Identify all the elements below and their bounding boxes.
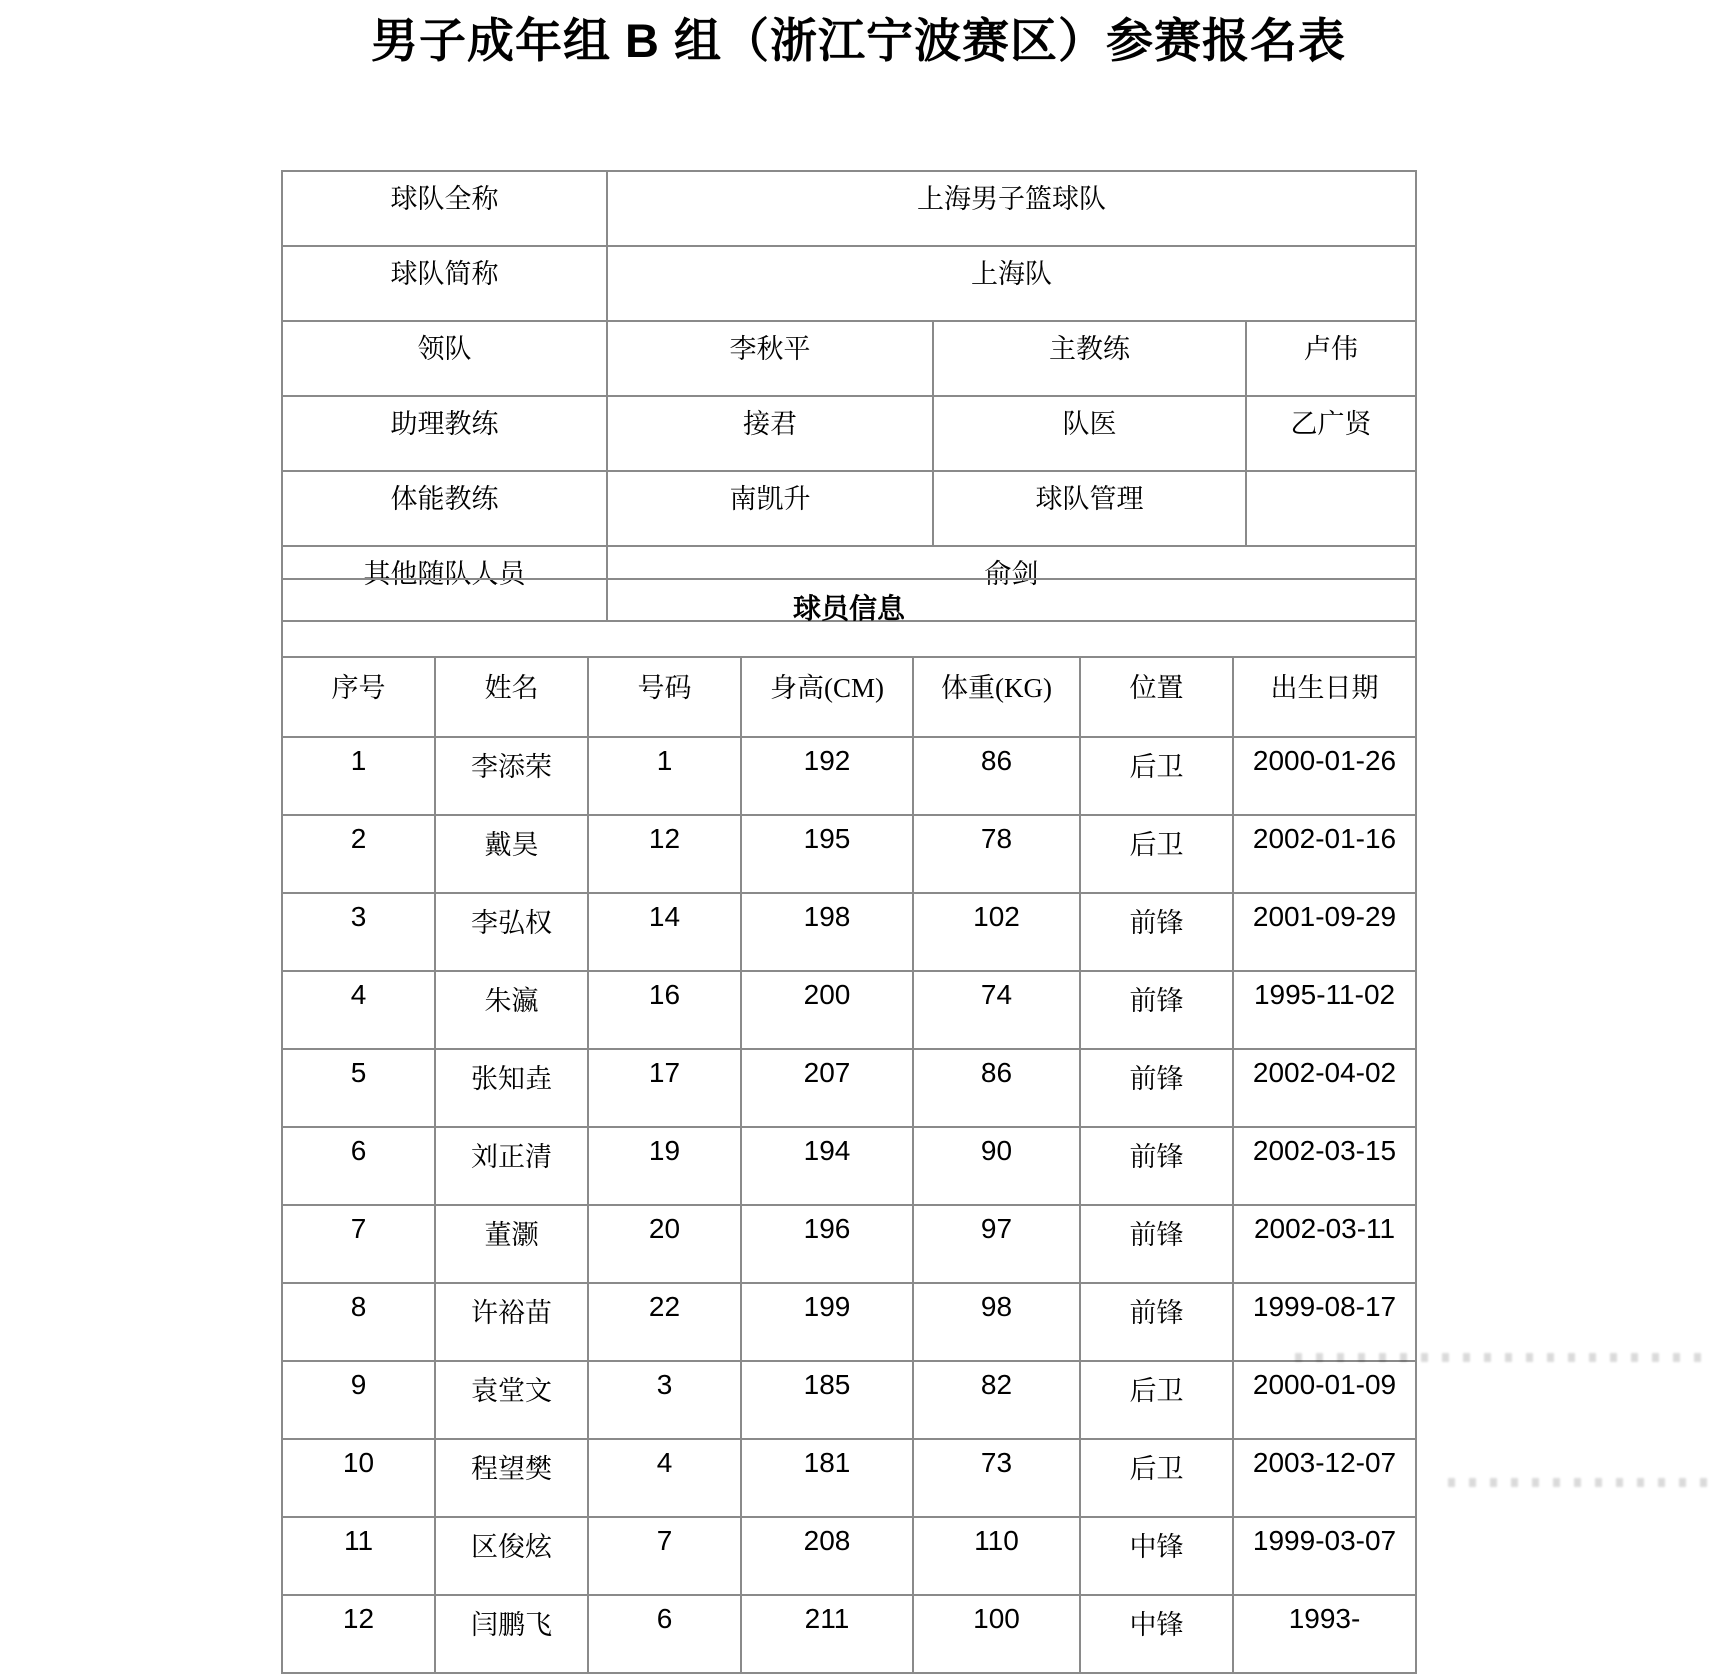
- player-index-cell: 7: [282, 1205, 435, 1283]
- player-weight-cell: 100: [913, 1595, 1080, 1673]
- player-height-cell: 195: [741, 815, 913, 893]
- player-index-cell: 3: [282, 893, 435, 971]
- player-row: [282, 971, 1416, 1049]
- player-position-cell: 后卫: [1080, 1439, 1233, 1517]
- player-height-cell: 207: [741, 1049, 913, 1127]
- player-row-clipped: [282, 1595, 1416, 1673]
- player-position-cell: 中锋: [1080, 1595, 1233, 1673]
- player-name-cell: 程望樊: [435, 1439, 588, 1517]
- leader-coach-row: [282, 321, 1416, 396]
- col-header-height: 身高(CM): [741, 657, 913, 737]
- player-birthdate-cell: 1995-11-02: [1233, 971, 1416, 1049]
- player-birthdate-cell: 2003-12-07: [1233, 1439, 1416, 1517]
- player-number-cell: 14: [588, 893, 741, 971]
- player-position-cell: 前锋: [1080, 1205, 1233, 1283]
- player-height-cell: 200: [741, 971, 913, 1049]
- other-staff-value: 俞剑: [607, 546, 1416, 621]
- player-weight-cell: 90: [913, 1127, 1080, 1205]
- player-index-cell: 8: [282, 1283, 435, 1361]
- player-index-cell: 2: [282, 815, 435, 893]
- player-name-cell: 戴昊: [435, 815, 588, 893]
- player-index-cell: 6: [282, 1127, 435, 1205]
- col-header-weight: 体重(KG): [913, 657, 1080, 737]
- player-position-cell: 前锋: [1080, 1049, 1233, 1127]
- player-position-cell: 前锋: [1080, 971, 1233, 1049]
- player-height-cell: 208: [741, 1517, 913, 1595]
- player-weight-cell: 86: [913, 737, 1080, 815]
- player-name-cell: 刘正清: [435, 1127, 588, 1205]
- player-height-cell: 192: [741, 737, 913, 815]
- player-row: [282, 1049, 1416, 1127]
- head-coach-label: 主教练: [933, 321, 1246, 396]
- col-header-number: 号码: [588, 657, 741, 737]
- player-weight-cell: 74: [913, 971, 1080, 1049]
- col-header-birthdate: 出生日期: [1233, 657, 1416, 737]
- player-row: [282, 1517, 1416, 1595]
- player-birthdate-cell: 2002-03-15: [1233, 1127, 1416, 1205]
- player-height-cell: 211: [741, 1595, 913, 1673]
- player-number-cell: 7: [588, 1517, 741, 1595]
- team-shortname-label: 球队简称: [282, 246, 607, 321]
- player-height-cell: 185: [741, 1361, 913, 1439]
- player-index-cell: 9: [282, 1361, 435, 1439]
- player-weight-cell: 97: [913, 1205, 1080, 1283]
- player-number-cell: 4: [588, 1439, 741, 1517]
- player-index-cell: 12: [282, 1595, 435, 1673]
- page-title: 男子成年组 B 组（浙江宁波赛区）参赛报名表: [370, 14, 1347, 67]
- player-name-cell: 李弘权: [435, 893, 588, 971]
- team-fullname-row: [282, 171, 1416, 246]
- player-birthdate-cell: 2001-09-29: [1233, 893, 1416, 971]
- team-doctor-label: 队医: [933, 396, 1246, 471]
- players-header-row: [282, 657, 1416, 737]
- assistant-coach-label: 助理教练: [282, 396, 607, 471]
- fitness-coach-label: 体能教练: [282, 471, 607, 546]
- team-fullname-label: 球队全称: [282, 171, 607, 246]
- team-fullname-value: 上海男子篮球队: [607, 171, 1416, 246]
- team-shortname-value: 上海队: [607, 246, 1416, 321]
- player-height-cell: 181: [741, 1439, 913, 1517]
- player-name-cell: 闫鹏飞: [435, 1595, 588, 1673]
- player-weight-cell: 78: [913, 815, 1080, 893]
- player-row: [282, 1127, 1416, 1205]
- player-number-cell: 22: [588, 1283, 741, 1361]
- players-section-title-row: [282, 579, 1416, 657]
- player-height-cell: 196: [741, 1205, 913, 1283]
- players-section-title: 球员信息: [282, 579, 1416, 657]
- scan-artifact: [1295, 1353, 1710, 1362]
- player-weight-cell: 98: [913, 1283, 1080, 1361]
- player-index-cell: 11: [282, 1517, 435, 1595]
- team-manager-label: 球队管理: [933, 471, 1246, 546]
- head-coach-value: 卢伟: [1246, 321, 1416, 396]
- col-header-name: 姓名: [435, 657, 588, 737]
- team-info-table: [281, 170, 1417, 622]
- player-birthdate-cell: 2000-01-09: [1233, 1361, 1416, 1439]
- player-name-cell: 朱瀛: [435, 971, 588, 1049]
- player-row: [282, 1205, 1416, 1283]
- player-position-cell: 后卫: [1080, 737, 1233, 815]
- player-birthdate-cell: 1999-03-07: [1233, 1517, 1416, 1595]
- player-name-cell: 区俊炫: [435, 1517, 588, 1595]
- player-number-cell: 16: [588, 971, 741, 1049]
- fitness-coach-value: 南凯升: [607, 471, 933, 546]
- player-name-cell: 李添荣: [435, 737, 588, 815]
- player-row: [282, 737, 1416, 815]
- player-row: [282, 1439, 1416, 1517]
- assistant-doctor-row: [282, 396, 1416, 471]
- player-position-cell: 后卫: [1080, 815, 1233, 893]
- fitness-manager-row: [282, 471, 1416, 546]
- player-birthdate-cell: 1993-: [1233, 1595, 1416, 1673]
- player-position-cell: 前锋: [1080, 893, 1233, 971]
- player-weight-cell: 110: [913, 1517, 1080, 1595]
- player-name-cell: 袁堂文: [435, 1361, 588, 1439]
- leader-value: 李秋平: [607, 321, 933, 396]
- player-weight-cell: 82: [913, 1361, 1080, 1439]
- player-position-cell: 中锋: [1080, 1517, 1233, 1595]
- player-index-cell: 1: [282, 737, 435, 815]
- col-header-index: 序号: [282, 657, 435, 737]
- leader-label: 领队: [282, 321, 607, 396]
- player-number-cell: 17: [588, 1049, 741, 1127]
- player-name-cell: 许裕苗: [435, 1283, 588, 1361]
- player-number-cell: 12: [588, 815, 741, 893]
- player-birthdate-cell: 2002-01-16: [1233, 815, 1416, 893]
- player-row: [282, 1283, 1416, 1361]
- scan-artifact: [1448, 1478, 1713, 1487]
- player-height-cell: 194: [741, 1127, 913, 1205]
- player-weight-cell: 86: [913, 1049, 1080, 1127]
- player-position-cell: 后卫: [1080, 1361, 1233, 1439]
- player-name-cell: 董灏: [435, 1205, 588, 1283]
- col-header-position: 位置: [1080, 657, 1233, 737]
- player-birthdate-cell: 2002-03-11: [1233, 1205, 1416, 1283]
- player-row: [282, 1361, 1416, 1439]
- player-index-cell: 5: [282, 1049, 435, 1127]
- player-weight-cell: 102: [913, 893, 1080, 971]
- player-birthdate-cell: 2002-04-02: [1233, 1049, 1416, 1127]
- player-number-cell: 3: [588, 1361, 741, 1439]
- player-row: [282, 815, 1416, 893]
- player-number-cell: 1: [588, 737, 741, 815]
- player-number-cell: 20: [588, 1205, 741, 1283]
- player-position-cell: 前锋: [1080, 1127, 1233, 1205]
- player-name-cell: 张知垚: [435, 1049, 588, 1127]
- team-doctor-value: 乙广贤: [1246, 396, 1416, 471]
- other-staff-label: 其他随队人员: [282, 546, 607, 621]
- player-position-cell: 前锋: [1080, 1283, 1233, 1361]
- player-index-cell: 10: [282, 1439, 435, 1517]
- player-number-cell: 19: [588, 1127, 741, 1205]
- player-row: [282, 893, 1416, 971]
- player-index-cell: 4: [282, 971, 435, 1049]
- player-birthdate-cell: 1999-08-17: [1233, 1283, 1416, 1361]
- player-birthdate-cell: 2000-01-26: [1233, 737, 1416, 815]
- team-manager-value: [1246, 471, 1416, 546]
- players-table: [281, 578, 1417, 1674]
- player-height-cell: 199: [741, 1283, 913, 1361]
- player-number-cell: 6: [588, 1595, 741, 1673]
- player-height-cell: 198: [741, 893, 913, 971]
- player-weight-cell: 73: [913, 1439, 1080, 1517]
- team-shortname-row: [282, 246, 1416, 321]
- assistant-coach-value: 接君: [607, 396, 933, 471]
